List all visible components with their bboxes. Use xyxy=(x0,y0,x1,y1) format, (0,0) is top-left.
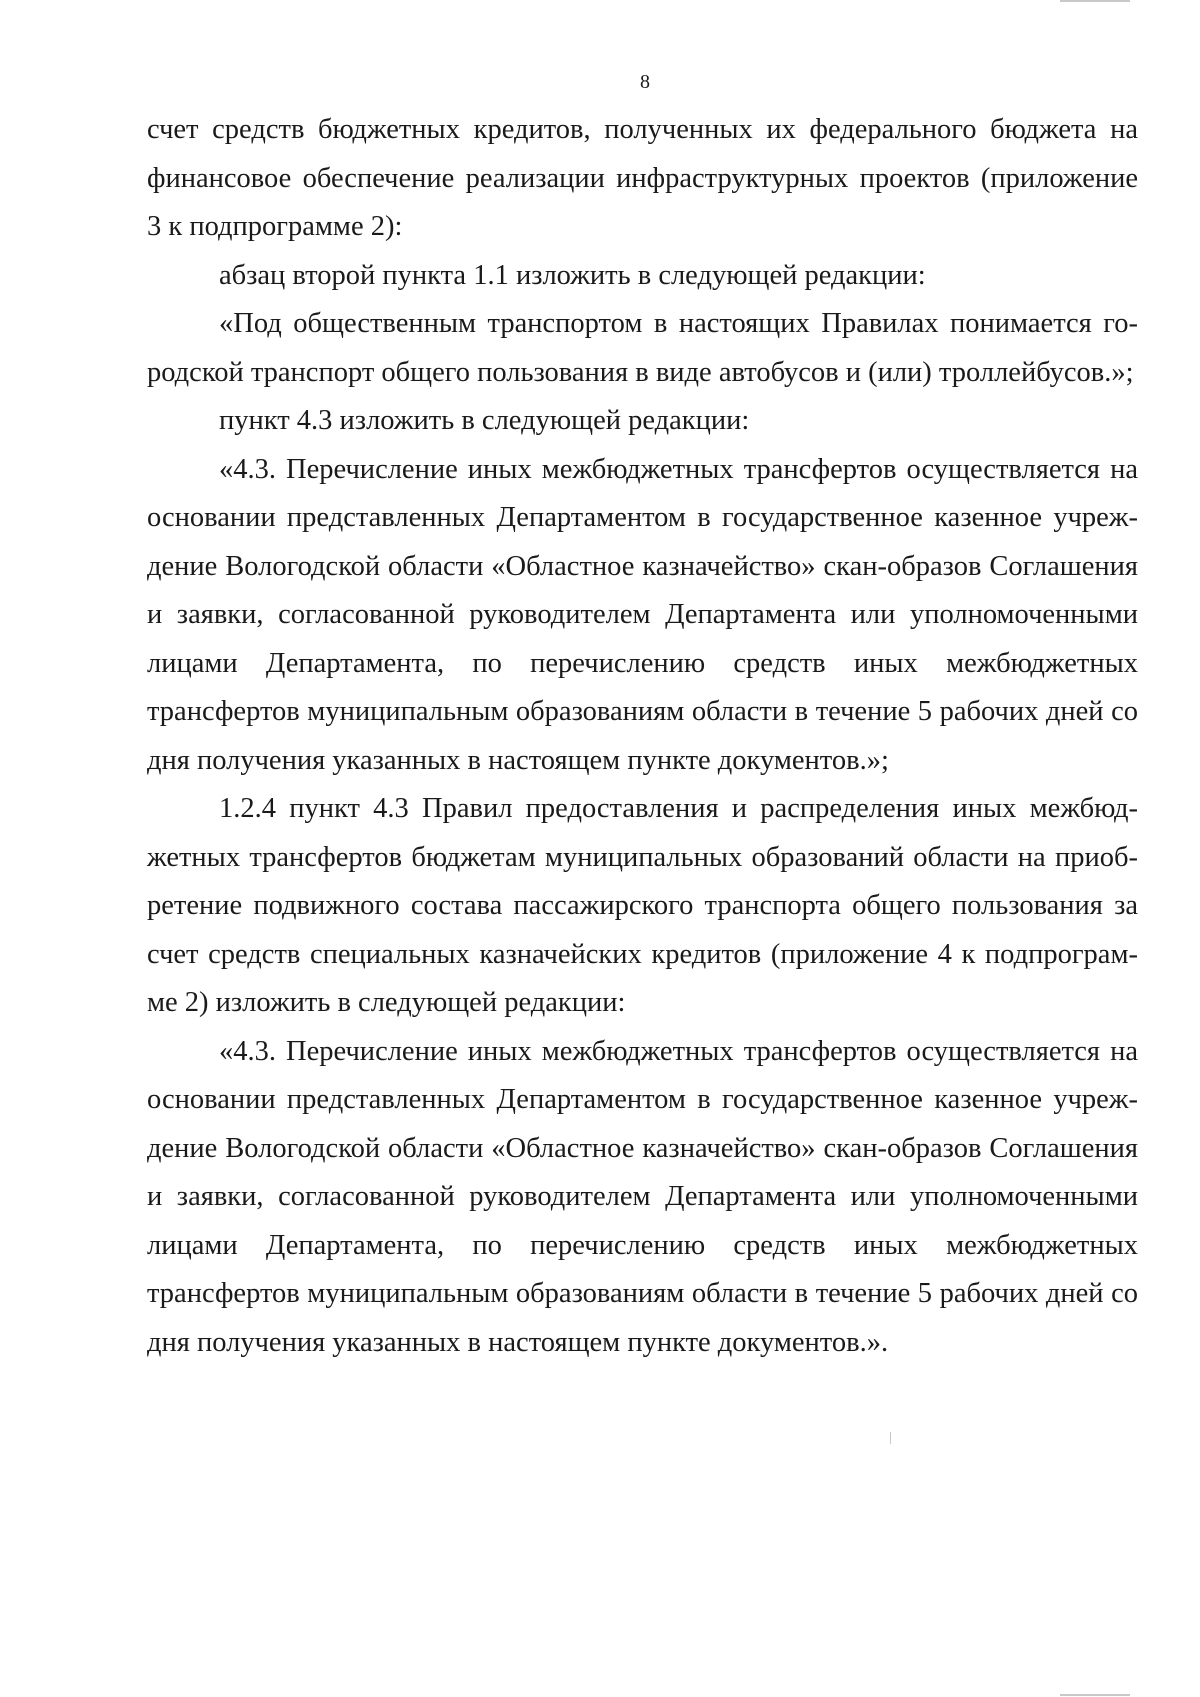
paragraph-continuation: счет средств бюджетных кредитов, полученных их федерального бюджета на финансовое обеспечение реализации инфраструктурных проектов (приложение 3 к подпрограмме 2): xyxy=(147,114,1138,242)
paragraph-clause-1-2-4: 1.2.4 пункт 4.3 Правил предоставления и распределения иных межбюджетных трансфертов бюджетам муниципальных образований области на приобретение подвижного состава пассажирского транспорта общего пользования за счет средств специальных казначейских кредитов (приложение 4 к подпрограмме 2) изложить в следующей редакции: xyxy=(147,793,1138,1018)
scan-artifact xyxy=(1060,1694,1130,1696)
scan-artifact xyxy=(890,1432,891,1444)
page-number: 8 xyxy=(640,71,650,93)
document-body xyxy=(147,106,1138,1367)
paragraph-amendment-intro: абзац второй пункта 1.1 изложить в следующей редакции: xyxy=(219,259,926,291)
paragraph-quoted-clause: «4.3. Перечисление иных межбюджетных трансфертов осуществляется на основании представленных Департаментом в государственное казенное учреждение Вологодской области «Областное казначейство» скан-образов Соглашения и заявки, согласованной руководителем Департамента или уполномоченными лицами Департамента, по перечислению средств иных межбюджетных трансфертов муниципальным образованиям области в течение 5 рабочих дней со дня получения указанных в настоящем пункте документов.». xyxy=(147,1035,1138,1358)
scan-artifact xyxy=(1060,0,1130,2)
paragraph-quoted-clause: «4.3. Перечисление иных межбюджетных трансфертов осуществляется на основании представленных Департаментом в государственное казенное учреждение Вологодской области «Областное казначейство» скан-образов Соглашения и заявки, согласованной руководителем Департамента или уполномоченными лицами Департамента, по перечислению средств иных межбюджетных трансфертов муниципальным образованиям области в течение 5 рабочих дней со дня получения указанных в настоящем пункте документов.»; xyxy=(147,453,1138,776)
paragraph-quoted-definition: «Под общественным транспортом в настоящих Правилах понимается городской транспорт общего пользования в виде автобусов и (или) троллейбусов.»; xyxy=(147,308,1138,388)
paragraph-amendment-intro: пункт 4.3 изложить в следующей редакции: xyxy=(219,405,750,436)
